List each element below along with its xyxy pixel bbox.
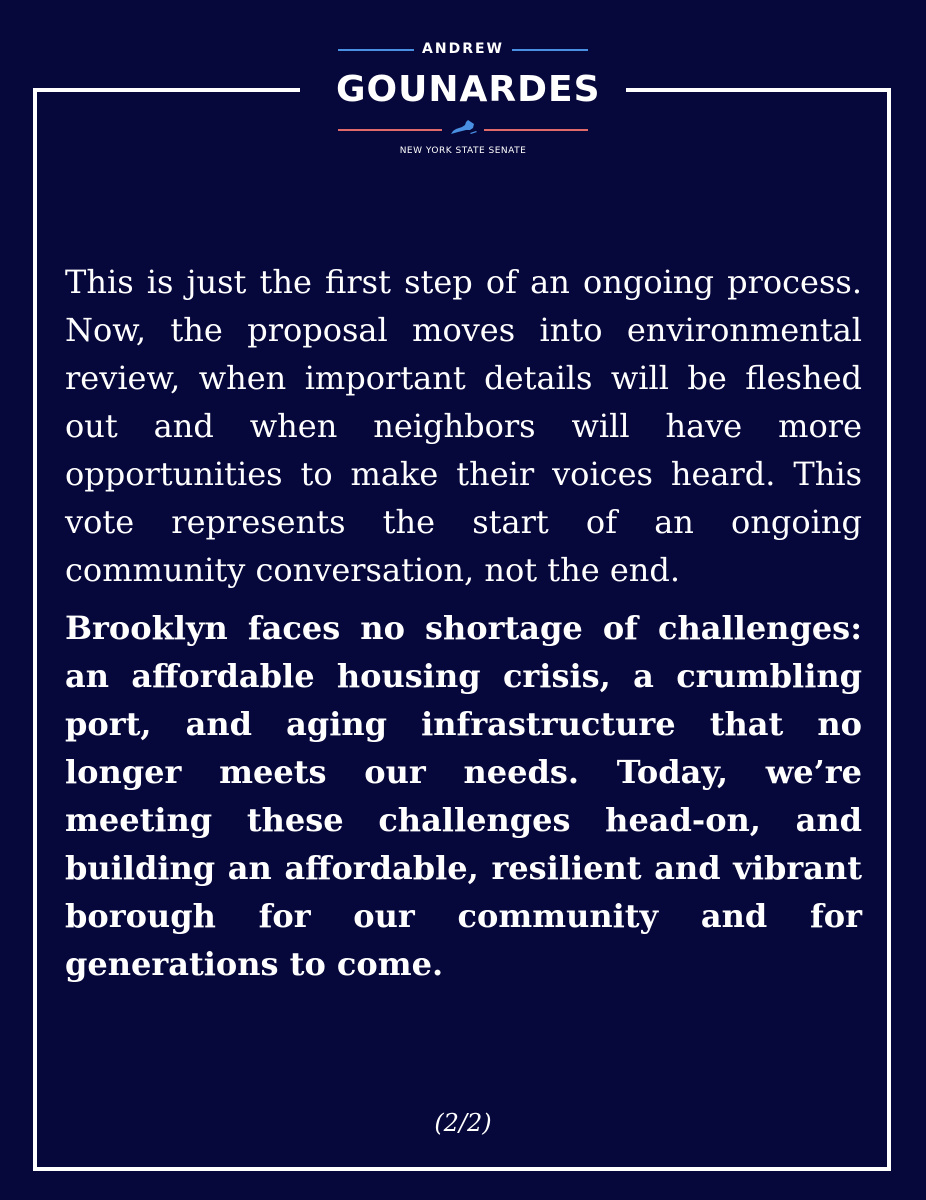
logo-first-name-row (336, 40, 590, 58)
logo-blue-line-left (338, 49, 414, 51)
logo-blue-line-right (512, 49, 588, 51)
logo-first-name: ANDREW (422, 41, 504, 57)
logo-red-line-left (338, 129, 442, 131)
page-indicator: (2/2) (434, 1109, 492, 1137)
senator-logo (336, 38, 601, 160)
new-york-state-icon (448, 118, 478, 136)
statement-body (65, 258, 862, 988)
statement-paragraph-2: Brooklyn faces no shortage of challenges: an affordable housing crisis, a crumbling port, and aging infrastructure that no longer meets our needs. Today, we’re meeting these challenges head-on, and building an affordable, resilient and vibrant borough for our community and for generations to come. (65, 609, 862, 983)
logo-last-name: GOUNARDES (336, 69, 601, 110)
statement-paragraph-1: This is just the first step of an ongoing process. Now, the proposal moves into environmental review, when important details will be fleshed out and when neighbors will have more opportunities to make their voices heard. This vote represents the start of an ongoing community conversation, not the end. (65, 263, 862, 589)
logo-red-line-right (484, 129, 588, 131)
logo-subtitle: NEW YORK STATE SENATE (399, 146, 527, 156)
